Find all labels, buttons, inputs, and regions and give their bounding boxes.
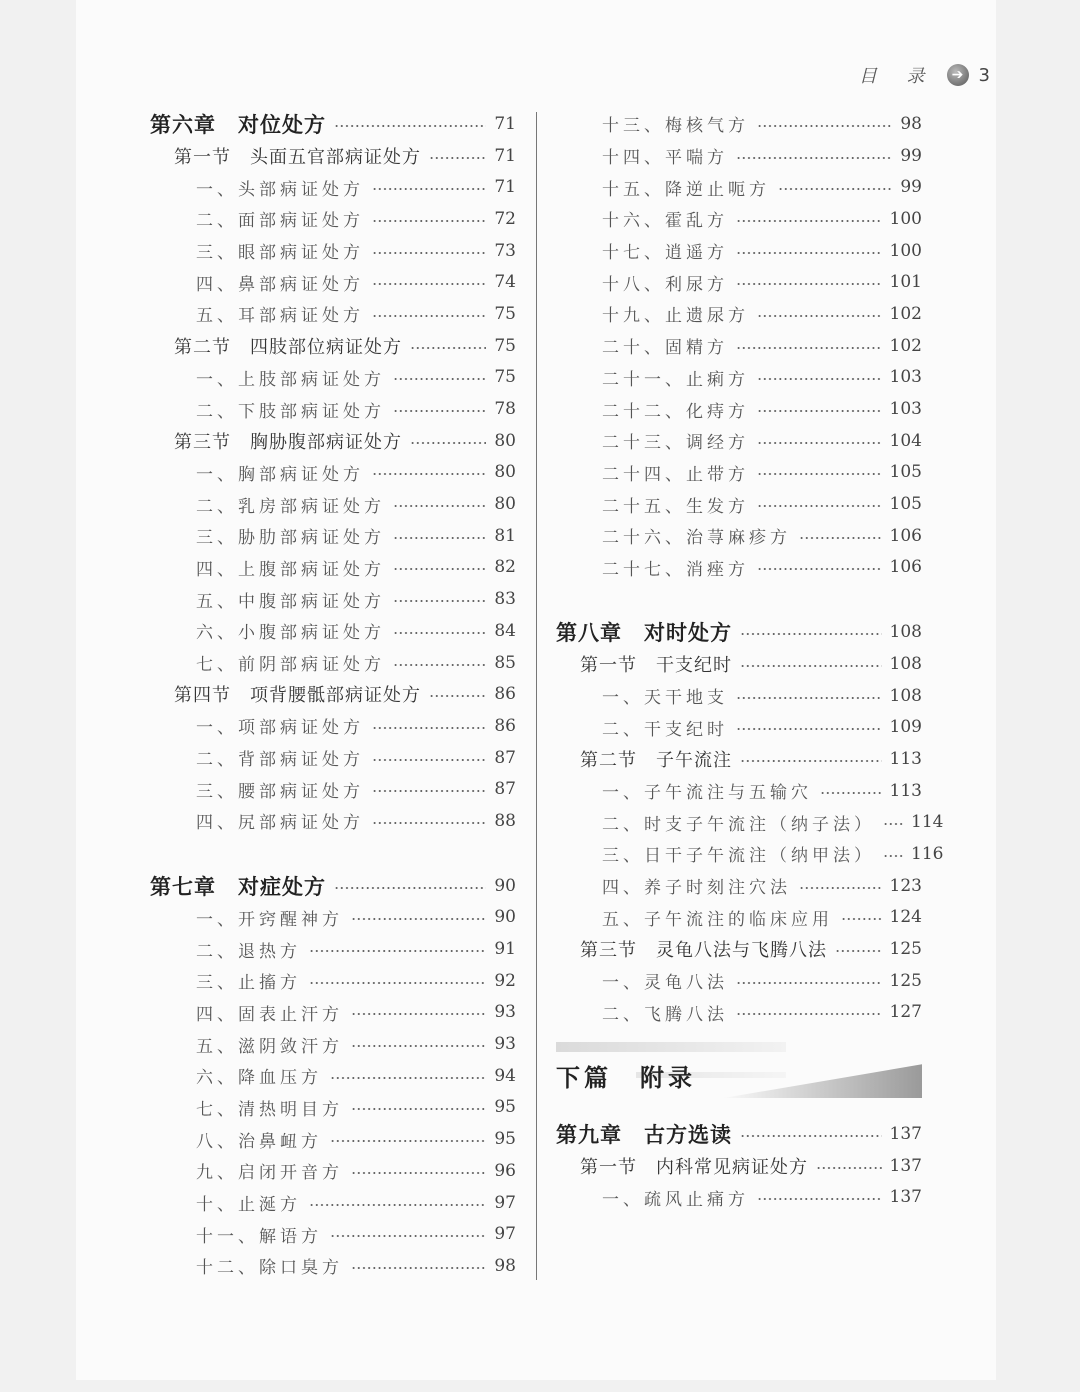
toc-page-number: 103 <box>889 399 922 420</box>
toc-item[interactable] <box>150 773 516 805</box>
toc-title: 二十七、消痤方 <box>602 559 749 580</box>
toc-title: 二十五、生发方 <box>602 496 749 517</box>
toc-title: 二十三、调经方 <box>602 433 749 454</box>
toc-title: 四、固表止汗方 <box>196 1004 343 1025</box>
toc-page-number: 127 <box>889 1002 922 1023</box>
dot-leader <box>757 505 882 507</box>
toc-item[interactable] <box>556 362 922 394</box>
toc-right-column <box>556 108 944 1213</box>
dot-leader <box>393 378 486 380</box>
toc-item[interactable] <box>150 1123 516 1155</box>
toc-page-number: 91 <box>494 939 516 960</box>
toc-item[interactable] <box>556 488 922 520</box>
toc-item[interactable] <box>556 266 922 298</box>
toc-title: 十、止涎方 <box>196 1195 301 1216</box>
toc-item[interactable] <box>150 235 516 267</box>
toc-page-number: 106 <box>889 557 922 578</box>
toc-item[interactable] <box>150 457 516 489</box>
toc-page-number: 104 <box>889 430 922 451</box>
toc-item[interactable] <box>556 425 922 457</box>
toc-title: 四、鼻部病证处方 <box>196 274 364 295</box>
dot-leader <box>372 188 486 190</box>
toc-page-number: 90 <box>494 875 516 896</box>
dot-leader <box>757 410 882 412</box>
toc-page-number: 93 <box>494 1002 516 1023</box>
toc-title: 第一节 内科常见病证处方 <box>580 1156 808 1178</box>
toc-section[interactable] <box>556 743 922 775</box>
toc-section[interactable] <box>556 648 922 680</box>
spacer <box>150 837 516 870</box>
dot-leader <box>309 1204 486 1206</box>
toc-title: 二十一、止痢方 <box>602 369 749 390</box>
toc-title: 第九章 古方选读 <box>556 1122 732 1148</box>
toc-title: 第三节 胸胁腹部病证处方 <box>174 431 402 453</box>
dot-leader <box>757 315 882 317</box>
dot-leader <box>736 728 882 730</box>
toc-page-number: 80 <box>494 494 516 515</box>
dot-leader <box>736 697 882 699</box>
toc-page-number: 108 <box>889 685 922 706</box>
dot-leader <box>309 982 486 984</box>
toc-title: 二十四、止带方 <box>602 464 749 485</box>
toc-page-number: 74 <box>494 272 516 293</box>
toc-title: 五、滋阴敛汗方 <box>196 1036 343 1057</box>
toc-page-number: 108 <box>889 622 922 643</box>
toc-title: 二十六、治荨麻疹方 <box>602 528 791 549</box>
toc-item[interactable] <box>556 806 944 838</box>
toc-page-number: 75 <box>494 303 516 324</box>
dot-leader <box>410 442 486 444</box>
toc-title: 五、中腹部病证处方 <box>196 591 385 612</box>
dot-leader <box>820 792 882 794</box>
dot-leader <box>736 1013 882 1015</box>
toc-page-number: 99 <box>900 177 922 198</box>
toc-title: 一、天干地支 <box>602 688 728 709</box>
toc-item[interactable] <box>150 520 516 552</box>
toc-page-number: 75 <box>494 335 516 356</box>
toc-title: 第八章 对时处方 <box>556 620 732 646</box>
toc-item[interactable] <box>150 1060 516 1092</box>
toc-title: 十三、梅核气方 <box>602 116 749 137</box>
toc-title: 三、胁肋部病证处方 <box>196 528 385 549</box>
toc-chapter[interactable] <box>150 870 516 902</box>
toc-left-column <box>150 108 516 1282</box>
toc-title: 三、日干子午流注（纳甲法） <box>602 846 875 867</box>
toc-title: 二、时支子午流注（纳子法） <box>602 814 875 835</box>
toc-item[interactable] <box>556 711 922 743</box>
dot-leader <box>740 1135 882 1137</box>
toc-item[interactable] <box>150 710 516 742</box>
dot-leader <box>740 760 882 762</box>
toc-item[interactable] <box>556 775 922 807</box>
dot-leader <box>757 378 882 380</box>
toc-chapter[interactable] <box>556 616 922 648</box>
dot-leader <box>330 1140 486 1142</box>
toc-section[interactable] <box>150 140 516 172</box>
toc-title: 十九、止遗尿方 <box>602 306 749 327</box>
toc-item[interactable] <box>556 108 922 140</box>
toc-item[interactable] <box>556 997 922 1029</box>
dot-leader <box>429 695 486 697</box>
dot-leader <box>330 1235 486 1237</box>
toc-item[interactable] <box>150 552 516 584</box>
toc-page-number: 124 <box>889 907 922 928</box>
toc-title: 第四节 项背腰骶部病证处方 <box>174 685 421 707</box>
toc-item[interactable] <box>150 965 516 997</box>
part-title: 下篇 附录 <box>556 1063 696 1093</box>
toc-title: 第二节 子午流注 <box>580 749 732 771</box>
toc-title: 一、胸部病证处方 <box>196 464 364 485</box>
toc-page-number: 82 <box>494 557 516 578</box>
toc-page-number: 103 <box>889 367 922 388</box>
dot-leader <box>778 188 892 190</box>
dot-leader <box>740 633 882 635</box>
toc-title: 十六、霍乱方 <box>602 211 728 232</box>
toc-title: 三、腰部病证处方 <box>196 781 364 802</box>
toc-title: 十四、平喘方 <box>602 148 728 169</box>
toc-title: 六、降血压方 <box>196 1068 322 1089</box>
toc-item[interactable] <box>150 266 516 298</box>
toc-title: 一、灵龟八法 <box>602 973 728 994</box>
toc-page-number: 90 <box>494 907 516 928</box>
toc-item[interactable] <box>556 171 922 203</box>
toc-title: 第二节 四肢部位病证处方 <box>174 336 402 358</box>
toc-title: 四、尻部病证处方 <box>196 813 364 834</box>
toc-page-number: 71 <box>494 145 516 166</box>
dot-leader <box>799 887 882 889</box>
toc-page-number: 71 <box>494 113 516 134</box>
toc-title: 一、子午流注与五输穴 <box>602 783 812 804</box>
toc-title: 十二、除口臭方 <box>196 1258 343 1279</box>
toc-page-number: 137 <box>889 1124 922 1145</box>
toc-title: 四、养子时刻注穴法 <box>602 878 791 899</box>
toc-item[interactable] <box>150 488 516 520</box>
toc-item[interactable] <box>556 870 922 902</box>
dot-leader <box>351 1013 486 1015</box>
toc-item[interactable] <box>150 1028 516 1060</box>
dot-leader <box>841 918 882 920</box>
toc-item[interactable] <box>150 615 516 647</box>
toc-item[interactable] <box>150 171 516 203</box>
dot-leader <box>757 125 892 127</box>
toc-title: 二十、固精方 <box>602 338 728 359</box>
toc-page-number: 93 <box>494 1034 516 1055</box>
toc-section[interactable] <box>150 678 516 710</box>
dot-leader <box>393 410 486 412</box>
toc-title: 第三节 灵龟八法与飞腾八法 <box>580 940 827 962</box>
toc-title: 十七、逍遥方 <box>602 243 728 264</box>
toc-page-number: 80 <box>494 430 516 451</box>
toc-title: 十一、解语方 <box>196 1226 322 1247</box>
toc-page-number: 81 <box>494 525 516 546</box>
toc-page-number: 86 <box>494 715 516 736</box>
toc-page-number: 100 <box>889 240 922 261</box>
toc-item[interactable] <box>556 680 922 712</box>
spacer <box>556 583 922 616</box>
toc-title: 一、头部病证处方 <box>196 179 364 200</box>
dot-leader <box>736 252 882 254</box>
toc-page-number: 80 <box>494 462 516 483</box>
toc-item[interactable] <box>556 1182 922 1214</box>
toc-title: 二、乳房部病证处方 <box>196 496 385 517</box>
dot-leader <box>736 157 892 159</box>
toc-page-number: 87 <box>494 779 516 800</box>
toc-item[interactable] <box>150 203 516 235</box>
toc-page-number: 99 <box>900 145 922 166</box>
toc-right-bottom <box>556 1118 922 1213</box>
toc-title: 三、止搐方 <box>196 973 301 994</box>
banner-ghost-text <box>556 1042 786 1052</box>
toc-title: 一、上肢部病证处方 <box>196 369 385 390</box>
dot-leader <box>372 220 486 222</box>
banner-wedge <box>722 1064 922 1098</box>
toc-title: 第七章 对症处方 <box>150 873 326 899</box>
toc-page-number: 102 <box>889 303 922 324</box>
toc-title: 二、下肢部病证处方 <box>196 401 385 422</box>
toc-title: 七、清热明目方 <box>196 1099 343 1120</box>
toc-section[interactable] <box>150 330 516 362</box>
toc-page-number: 123 <box>889 875 922 896</box>
toc-section[interactable] <box>556 1150 922 1182</box>
toc-item[interactable] <box>150 1092 516 1124</box>
dot-leader <box>835 950 882 952</box>
toc-page-number: 95 <box>494 1129 516 1150</box>
toc-item[interactable] <box>556 140 922 172</box>
toc-page-number: 95 <box>494 1097 516 1118</box>
dot-leader <box>393 600 486 602</box>
part-banner <box>556 1038 922 1104</box>
toc-item[interactable] <box>556 203 922 235</box>
toc-title: 第六章 对位处方 <box>150 111 326 137</box>
toc-page-number: 114 <box>911 812 944 833</box>
toc-title: 六、小腹部病证处方 <box>196 623 385 644</box>
toc-page-number: 92 <box>494 970 516 991</box>
toc-title: 二、飞腾八法 <box>602 1004 728 1025</box>
dot-leader <box>393 537 486 539</box>
dot-leader <box>883 823 903 825</box>
dot-leader <box>799 537 882 539</box>
toc-page-number: 94 <box>494 1065 516 1086</box>
toc-item[interactable] <box>150 1218 516 1250</box>
toc-title: 五、子午流注的临床应用 <box>602 909 833 930</box>
toc-section[interactable] <box>556 933 922 965</box>
toc-title: 三、眼部病证处方 <box>196 243 364 264</box>
dot-leader <box>740 665 882 667</box>
toc-page-number: 100 <box>889 208 922 229</box>
toc-title: 第一节 头面五官部病证处方 <box>174 146 421 168</box>
dot-leader <box>372 252 486 254</box>
toc-title: 二、背部病证处方 <box>196 750 364 771</box>
toc-item[interactable] <box>150 1155 516 1187</box>
toc-page-number: 97 <box>494 1192 516 1213</box>
toc-title: 二十二、化痔方 <box>602 401 749 422</box>
column-divider <box>536 112 537 1280</box>
toc-page-number: 109 <box>889 717 922 738</box>
toc-page-number: 85 <box>494 652 516 673</box>
dot-leader <box>372 759 486 761</box>
dot-leader <box>736 220 882 222</box>
toc-page-number: 105 <box>889 462 922 483</box>
toc-page-number: 101 <box>889 272 922 293</box>
toc-title: 十八、利尿方 <box>602 274 728 295</box>
toc-title: 八、治鼻衄方 <box>196 1131 322 1152</box>
dot-leader <box>816 1167 882 1169</box>
page-header <box>859 62 990 88</box>
toc-title: 九、启闭开音方 <box>196 1163 343 1184</box>
toc-page-number: 98 <box>900 113 922 134</box>
toc-section[interactable] <box>150 425 516 457</box>
toc-item[interactable] <box>150 1250 516 1282</box>
toc-title: 七、前阴部病证处方 <box>196 655 385 676</box>
toc-item[interactable] <box>150 805 516 837</box>
toc-page-number: 106 <box>889 525 922 546</box>
toc-item[interactable] <box>556 902 922 934</box>
dot-leader <box>757 473 882 475</box>
dot-leader <box>410 347 486 349</box>
dot-leader <box>351 1108 486 1110</box>
dot-leader <box>757 442 882 444</box>
dot-leader <box>330 1077 486 1079</box>
toc-item[interactable] <box>556 330 922 362</box>
toc-item[interactable] <box>556 457 922 489</box>
toc-page-number: 137 <box>889 1155 922 1176</box>
toc-item[interactable] <box>556 965 922 997</box>
header-label: 目 录 <box>858 66 937 87</box>
dot-leader <box>372 790 486 792</box>
toc-item[interactable] <box>556 393 922 425</box>
toc-title: 五、耳部病证处方 <box>196 306 364 327</box>
toc-page-number: 75 <box>494 367 516 388</box>
toc-page-number: 125 <box>889 970 922 991</box>
toc-title: 第一节 干支纪时 <box>580 654 732 676</box>
dot-leader <box>883 855 903 857</box>
toc-page-number: 97 <box>494 1224 516 1245</box>
toc-page-number: 83 <box>494 589 516 610</box>
toc-title: 一、疏风止痛方 <box>602 1189 749 1210</box>
toc-item[interactable] <box>150 902 516 934</box>
dot-leader <box>372 473 486 475</box>
toc-page-number: 102 <box>889 335 922 356</box>
dot-leader <box>372 283 486 285</box>
dot-leader <box>736 347 882 349</box>
toc-item[interactable] <box>150 362 516 394</box>
toc-item[interactable] <box>556 235 922 267</box>
dot-leader <box>351 1267 486 1269</box>
dot-leader <box>736 982 882 984</box>
toc-page-number: 113 <box>889 780 922 801</box>
dot-leader <box>351 1172 486 1174</box>
toc-chapter[interactable] <box>150 108 516 140</box>
toc-page-number: 86 <box>494 684 516 705</box>
dot-leader <box>372 822 486 824</box>
toc-right-top <box>556 108 944 1028</box>
dot-leader <box>309 950 486 952</box>
page-number: 3 <box>978 64 990 86</box>
toc-item[interactable] <box>556 838 944 870</box>
toc-page-number: 116 <box>911 843 944 864</box>
toc-page-number: 88 <box>494 810 516 831</box>
toc-item[interactable] <box>150 742 516 774</box>
toc-item[interactable] <box>150 997 516 1029</box>
dot-leader <box>372 727 486 729</box>
toc-item[interactable] <box>150 1187 516 1219</box>
dot-leader <box>393 632 486 634</box>
toc-page-number: 105 <box>889 494 922 515</box>
toc-page-number: 108 <box>889 653 922 674</box>
dot-leader <box>351 1045 486 1047</box>
toc-page-number: 125 <box>889 939 922 960</box>
toc-page-number: 87 <box>494 747 516 768</box>
toc-item[interactable] <box>150 298 516 330</box>
dot-leader <box>736 283 882 285</box>
toc-item[interactable] <box>150 393 516 425</box>
dot-leader <box>757 1198 882 1200</box>
dot-leader <box>351 918 486 920</box>
toc-item[interactable] <box>556 298 922 330</box>
dot-leader <box>429 157 486 159</box>
toc-title: 一、开窍醒神方 <box>196 909 343 930</box>
dot-leader <box>334 125 486 127</box>
arrow-circle-icon: ➔ <box>947 64 969 86</box>
toc-item[interactable] <box>150 583 516 615</box>
toc-page-number: 98 <box>494 1255 516 1276</box>
toc-page-number: 71 <box>494 177 516 198</box>
toc-page-number: 84 <box>494 620 516 641</box>
toc-item[interactable] <box>150 647 516 679</box>
toc-page-number: 96 <box>494 1160 516 1181</box>
dot-leader <box>393 568 486 570</box>
toc-title: 四、上腹部病证处方 <box>196 559 385 580</box>
toc-item[interactable] <box>150 933 516 965</box>
toc-page-number: 78 <box>494 399 516 420</box>
toc-chapter[interactable] <box>556 1118 922 1150</box>
dot-leader <box>757 568 882 570</box>
toc-title: 二、干支纪时 <box>602 719 728 740</box>
dot-leader <box>334 887 486 889</box>
toc-page-number: 73 <box>494 240 516 261</box>
dot-leader <box>372 315 486 317</box>
toc-title: 一、项部病证处方 <box>196 718 364 739</box>
toc-item[interactable] <box>556 552 922 584</box>
toc-item[interactable] <box>556 520 922 552</box>
toc-title: 十五、降逆止呃方 <box>602 179 770 200</box>
toc-page-number: 72 <box>494 208 516 229</box>
dot-leader <box>393 664 486 666</box>
dot-leader <box>393 505 486 507</box>
toc-page-number: 113 <box>889 748 922 769</box>
toc-title: 二、面部病证处方 <box>196 211 364 232</box>
toc-page-number: 137 <box>889 1187 922 1208</box>
toc-title: 二、退热方 <box>196 941 301 962</box>
